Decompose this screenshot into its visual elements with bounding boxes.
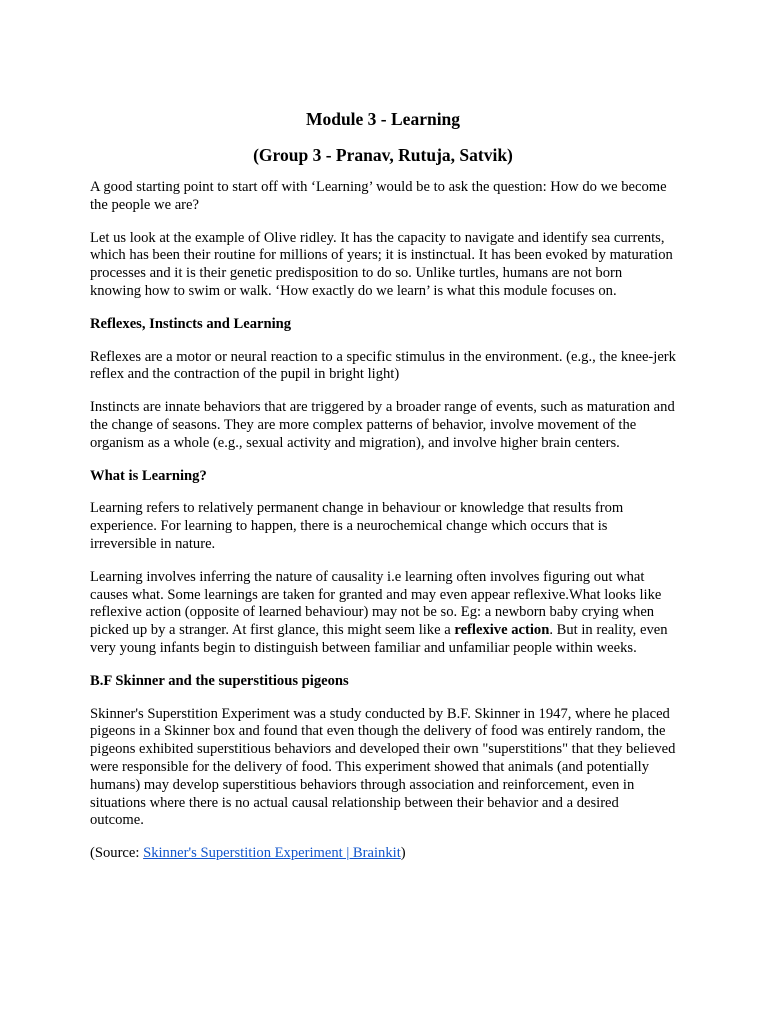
document-page [90,108,676,878]
reflexes-paragraph: Reflexes are a motor or neural reaction to a specific stimulus in the environment. (e.g., the knee-jerk reflex and the contraction of the pupil in bright light) [90,348,676,383]
source-suffix: ) [400,845,406,862]
section-heading-skinner: B.F Skinner and the superstitious pigeons [90,672,349,689]
learning-definition-paragraph: Learning refers to relatively permanent change in behaviour or knowledge that results from experience. For learning to happen, there is a neurochemical change which occurs that is irreversible in nature. [90,500,624,552]
source-line [90,845,676,863]
document-title: Module 3 - Learning [305,109,461,129]
causality-bold-term: reflexive action [454,622,550,639]
skinner-experiment-paragraph: Skinner's Superstition Experiment was a study conducted by B.F. Skinner in 1947, where he placed pigeons in a Skinner box and found that even though the delivery of food was entirely random, the pigeons exhibited superstitious behaviors and developed their own "superstitions" that they believed were responsible for the delivery of food. This experiment showed that animals (and potentially humans) may develop superstitious behaviors through association and reinforcement, even in situations where there is no actual causal relationship between their behavior and a desired outcome. [90,705,676,829]
instincts-paragraph: Instincts are innate behaviors that are triggered by a broader range of events, such as maturation and the change of seasons. They are more complex patterns of behavior, involve movement of the organism as a whole (e.g., sexual activity and migration), and involve higher brain centers. [90,399,675,451]
causality-paragraph [90,569,676,658]
section-heading-reflexes: Reflexes, Instincts and Learning [90,315,292,332]
intro-paragraph: A good starting point to start off with ‘Learning’ would be to ask the question: How do we become the people we are? [90,179,667,213]
document-subtitle: (Group 3 - Pranav, Rutuja, Satvik) [253,145,513,165]
section-heading-what-is-learning: What is Learning? [90,467,207,484]
source-link[interactable]: Skinner's Superstition Experiment | Brainkit [143,845,401,862]
causality-text-part1: Learning involves inferring the nature of causality i.e learning often involves figuring out what causes what. Some learnings are taken for granted and may even appear reflexive.What looks like reflexive action (opposite of learned behaviour) may not be so. Eg: a newborn baby crying when picked up by a stranger. At first glance, this might seem like a [90,568,662,639]
olive-ridley-paragraph: Let us look at the example of Olive ridley. It has the capacity to navigate and identify sea currents, which has been their routine for millions of years; it is instinctual. It has been evoked by maturation processes and it is their genetic predisposition to do so. Unlike turtles, humans are not born knowing how to swim or walk. ‘How exactly do we learn’ is what this module focuses on. [90,229,673,299]
causality-text-part2: . But in reality, even very young infants begin to distinguish between familiar and unfamiliar people within weeks. [90,622,668,656]
source-prefix: (Source: [90,845,144,862]
